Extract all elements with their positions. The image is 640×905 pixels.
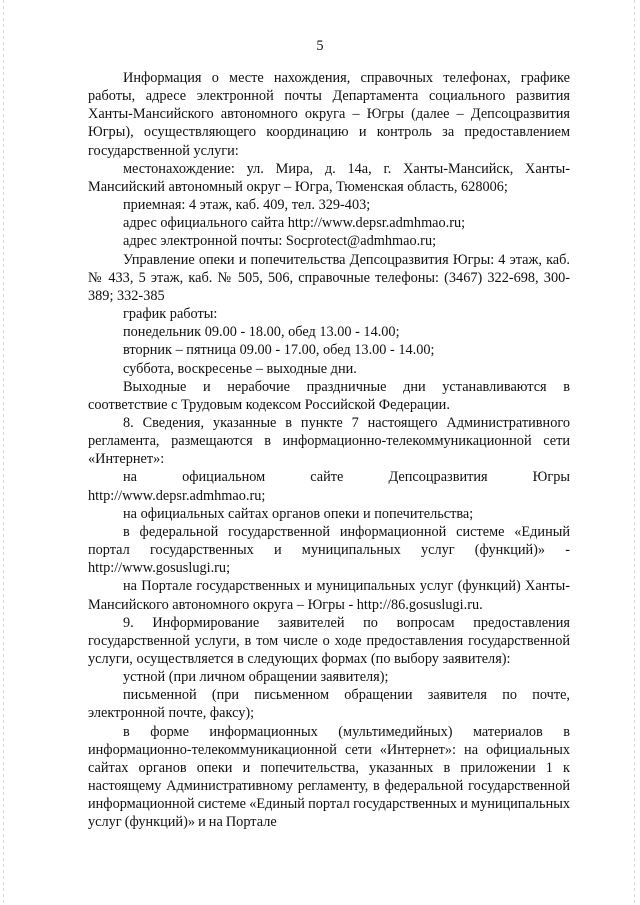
paragraph: Управление опеки и попечительства Депсоцразвития Югры: 4 этаж, каб. № 433, 5 этаж, каб. № 505, 506, справочные телефоны: (3467) 322-698, 300-389; 332-385 xyxy=(88,251,570,304)
page-number: 5 xyxy=(316,38,324,54)
paragraph: на официальном сайте Депсоцразвития Югры http://www.depsr.admhmao.ru; xyxy=(88,469,570,504)
paragraph: адрес официального сайта http://www.depsr.admhmao.ru; xyxy=(123,215,466,232)
document-body xyxy=(88,69,570,832)
left-edge-scan-mark xyxy=(3,0,4,905)
paragraph: адрес электронной почты: Socprotect@admhmao.ru; xyxy=(123,233,437,250)
paragraph: график работы: xyxy=(123,306,218,323)
paragraph: на Портале государственных и муниципальных услуг (функций) Ханты-Мансийского автономного округа – Югры - http://86.gosuslugi.ru. xyxy=(88,578,570,613)
paragraph: местонахождение: ул. Мира, д. 14а, г. Ханты-Мансийск, Ханты-Мансийский автономный округ – Югра, Тюменская область, 628006; xyxy=(88,160,570,195)
paragraph: в форме информационных (мультимедийных) материалов в информационно-телекоммуникационной сети «Интернет»: на официальных сайтах органов опеки и попечительства, указанных в приложении 1 к настоящему Административному регламенту, в федеральной государственной информационной системе «Единый портал государственных и муниципальных услуг (функций)» и на Портале xyxy=(88,723,570,831)
paragraph: на официальных сайтах органов опеки и попечительства; xyxy=(123,505,474,522)
right-edge-scan-mark xyxy=(634,0,635,905)
paragraph: письменной (при письменном обращении заявителя по почте, электронной почте, факсу); xyxy=(88,687,570,722)
paragraph: вторник – пятница 09.00 - 17.00, обед 13.00 - 14.00; xyxy=(123,342,435,359)
paragraph: суббота, воскресенье – выходные дни. xyxy=(123,360,357,377)
paragraph: приемная: 4 этаж, каб. 409, тел. 329-403; xyxy=(123,197,371,214)
paragraph: устной (при личном обращении заявителя); xyxy=(123,669,389,686)
paragraph: понедельник 09.00 - 18.00, обед 13.00 - 14.00; xyxy=(123,324,400,341)
paragraph: в федеральной государственной информационной системе «Единый портал государственных и муниципальных услуг (функций)» - http://www.gosuslugi.ru; xyxy=(88,523,570,577)
paragraph: 8. Сведения, указанные в пункте 7 настоящего Административного регламента, размещаются в информационно-телекоммуникационной сети «Интернет»: xyxy=(88,414,570,468)
paragraph: Информация о месте нахождения, справочных телефонах, графике работы, адресе электронной почты Департамента социального развития Ханты-Мансийского автономного округа – Югры (далее – Депсоцразвития Югры), осуществляющего координацию и контроль за предоставлением государственной услуги: xyxy=(88,70,570,159)
paragraph: Выходные и нерабочие праздничные дни устанавливаются в соответствие с Трудовым кодексом Российской Федерации. xyxy=(88,378,570,413)
paragraph: 9. Информирование заявителей по вопросам предоставления государственной услуги, в том числе о ходе предоставления государственной услуги, осуществляется в следующих формах (по выбору заявителя): xyxy=(88,614,570,667)
